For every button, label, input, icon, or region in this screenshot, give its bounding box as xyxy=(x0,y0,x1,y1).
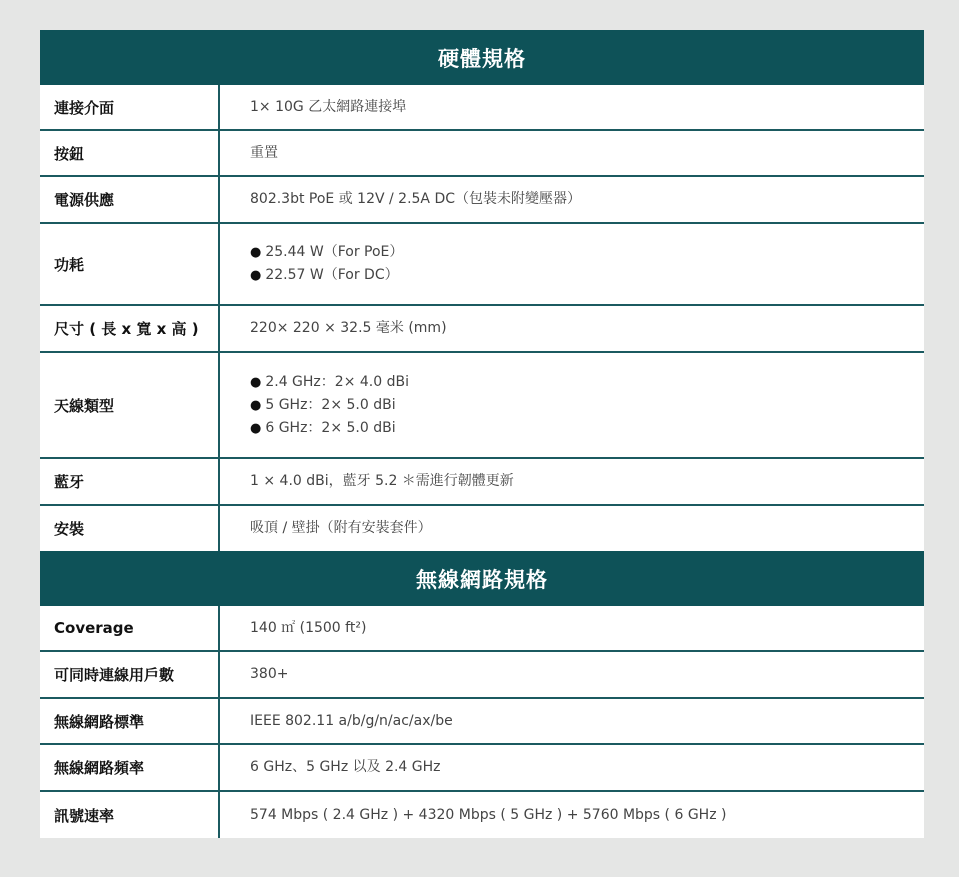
spec-value-line: ● 5 GHz：2× 5.0 dBi xyxy=(250,396,396,413)
spec-row-wireless-standard xyxy=(40,699,924,745)
spec-label: 電源供應 xyxy=(40,177,220,222)
bullet-icon: ● xyxy=(250,245,262,260)
spec-value xyxy=(220,353,924,457)
spec-value-line: ● 6 GHz：2× 5.0 dBi xyxy=(250,419,396,436)
spec-value xyxy=(220,652,924,697)
spec-value-line: IEEE 802.11 a/b/g/n/ac/ax/be xyxy=(250,712,453,729)
spec-value xyxy=(220,131,924,175)
spec-value xyxy=(220,459,924,504)
wireless-section-title: 無線網路規格 xyxy=(40,551,924,606)
spec-label: 無線網路標準 xyxy=(40,699,220,743)
spec-value-line: 吸頂 / 壁掛（附有安裝套件） xyxy=(250,520,432,536)
spec-value-line: 802.3bt PoE 或 12V / 2.5A DC（包裝未附變壓器） xyxy=(250,191,582,207)
hardware-section-title: 硬體規格 xyxy=(40,30,924,85)
spec-value-line: ● 2.4 GHz：2× 4.0 dBi xyxy=(250,373,409,390)
spec-label: 尺寸 ( 長 x 寬 x 高 ) xyxy=(40,306,220,351)
spec-value-line: ● 22.57 W（For DC） xyxy=(250,267,399,283)
spec-sheet xyxy=(40,30,924,838)
spec-value xyxy=(220,306,924,351)
spec-row-antenna-type xyxy=(40,353,924,459)
spec-label: 連接介面 xyxy=(40,85,220,129)
spec-value-line: 574 Mbps ( 2.4 GHz ) + 4320 Mbps ( 5 GHz ) + 5760 Mbps ( 6 GHz ) xyxy=(250,806,727,823)
spec-label: 按鈕 xyxy=(40,131,220,175)
spec-value-line: 6 GHz、5 GHz 以及 2.4 GHz xyxy=(250,759,441,775)
spec-value-line: 1 × 4.0 dBi，藍牙 5.2 ＊需進行韌體更新 xyxy=(250,473,514,489)
spec-row-dimensions xyxy=(40,306,924,353)
spec-row-bluetooth xyxy=(40,459,924,506)
bullet-icon: ● xyxy=(250,268,262,283)
spec-value xyxy=(220,85,924,129)
spec-value-line: 380+ xyxy=(250,666,289,682)
spec-value-line: 重置 xyxy=(250,144,278,161)
spec-value xyxy=(220,177,924,222)
bullet-icon: ● xyxy=(250,420,262,436)
spec-row-concurrent-users xyxy=(40,652,924,699)
spec-row-wireless-frequency xyxy=(40,745,924,792)
spec-row-installation xyxy=(40,506,924,551)
spec-value xyxy=(220,506,924,551)
spec-value xyxy=(220,745,924,790)
spec-value xyxy=(220,224,924,304)
spec-label: 可同時連線用戶數 xyxy=(40,652,220,697)
spec-row-signal-rate xyxy=(40,792,924,838)
spec-row-interface xyxy=(40,85,924,131)
spec-value-line: 140 ㎡ (1500 ft²) xyxy=(250,619,367,636)
spec-row-coverage xyxy=(40,606,924,652)
spec-label: 訊號速率 xyxy=(40,792,220,838)
spec-label: 藍牙 xyxy=(40,459,220,504)
bullet-icon: ● xyxy=(250,397,262,413)
spec-value xyxy=(220,699,924,743)
spec-value-line: ● 25.44 W（For PoE） xyxy=(250,244,404,260)
spec-label: Coverage xyxy=(40,606,220,650)
spec-label: 功耗 xyxy=(40,224,220,304)
spec-label: 無線網路頻率 xyxy=(40,745,220,790)
spec-label: 安裝 xyxy=(40,506,220,551)
spec-row-button xyxy=(40,131,924,177)
bullet-icon: ● xyxy=(250,374,262,390)
spec-value-line: 1× 10G 乙太網路連接埠 xyxy=(250,98,407,115)
spec-label: 天線類型 xyxy=(40,353,220,457)
spec-value xyxy=(220,792,924,838)
spec-value xyxy=(220,606,924,650)
spec-row-power-consumption xyxy=(40,224,924,306)
spec-value-line: 220× 220 × 32.5 毫米 (mm) xyxy=(250,320,447,336)
spec-row-power-supply xyxy=(40,177,924,224)
